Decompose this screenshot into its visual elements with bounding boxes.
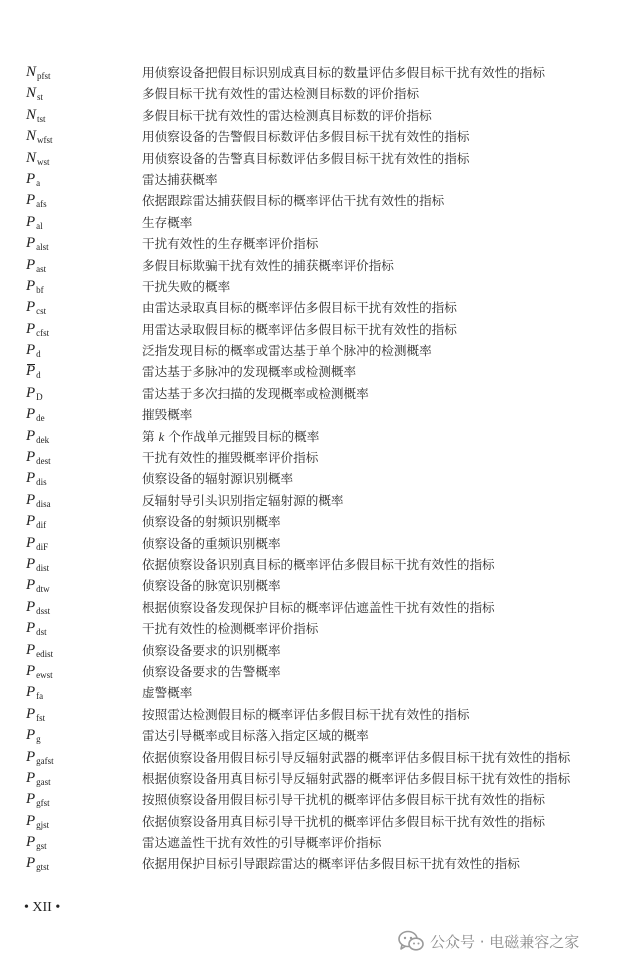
symbol-base: P [26, 363, 36, 380]
symbol-base: P [26, 534, 36, 551]
symbol-base: N [26, 64, 37, 80]
symbol-row [0, 682, 640, 703]
symbol-row [0, 618, 640, 639]
symbol-subscript: d [36, 349, 41, 360]
symbol-base: P [26, 299, 36, 316]
symbol-row [0, 832, 640, 853]
symbol-row [0, 233, 640, 254]
symbol-base: P [26, 213, 36, 230]
symbol-base: P [26, 769, 36, 786]
symbol-description: 由雷达录取真目标的概率评估多假目标干扰有效性的指标 [142, 300, 457, 316]
symbol-base: P [26, 192, 36, 209]
symbol-subscript: gst [36, 841, 47, 852]
symbol-subscript: gast [36, 776, 51, 787]
symbol-description: 侦察设备的重频识别概率 [142, 535, 281, 551]
symbol-row [0, 340, 640, 361]
symbol-subscript: st [37, 92, 44, 103]
symbol-base: P [26, 855, 36, 872]
description-text: 个作战单元摧毁目标的概率 [164, 428, 320, 444]
symbol-row [0, 789, 640, 810]
symbol-description: 侦察设备的脉宽识别概率 [142, 578, 281, 594]
symbol-base: P [26, 170, 36, 187]
symbol-description: 依据侦察设备用真目标引导干扰机的概率评估多假目标干扰有效性的指标 [142, 813, 545, 829]
symbol-row [0, 704, 640, 725]
symbol-description: 多假目标干扰有效性的雷达检测真目标数的评价指标 [142, 107, 432, 123]
symbol-subscript: afs [36, 199, 47, 210]
symbol-row [0, 383, 640, 404]
symbol-subscript: fa [36, 691, 44, 702]
symbol-row [0, 62, 640, 83]
symbol-row [0, 554, 640, 575]
symbol-row [0, 404, 640, 425]
symbol-list [0, 62, 640, 875]
watermark [398, 930, 579, 952]
symbol-base: P [26, 812, 36, 829]
symbol-subscript: dif [36, 520, 47, 531]
symbol-subscript: dist [36, 562, 50, 573]
symbol-row [0, 276, 640, 297]
symbol-subscript: dest [36, 456, 51, 467]
symbol-base: P [26, 555, 36, 572]
symbol-row [0, 190, 640, 211]
symbol-base: P [26, 834, 36, 851]
symbol-base: P [26, 256, 36, 273]
symbol-description: 侦察设备要求的识别概率 [142, 642, 281, 658]
symbol-row [0, 490, 640, 511]
symbol-base: P [26, 641, 36, 658]
symbol-base: N [26, 106, 37, 123]
symbol-base: P [26, 320, 36, 337]
symbol-base: P [26, 662, 36, 679]
symbol-base: P [26, 577, 36, 594]
symbol-row [0, 468, 640, 489]
symbol-description: 多假目标欺骗干扰有效性的捕获概率评价指标 [142, 257, 394, 273]
symbol-base: N [26, 85, 37, 102]
symbol-row [0, 640, 640, 661]
description-variable: k [158, 429, 165, 444]
symbol-description: 雷达捕获概率 [142, 171, 218, 187]
symbol-subscript: fst [36, 712, 46, 723]
symbol-description: 雷达基于多脉冲的发现概率或检测概率 [142, 364, 357, 380]
symbol-subscript: edist [36, 648, 54, 659]
symbol-subscript: tst [37, 113, 46, 124]
symbol-base: P [26, 791, 36, 808]
symbol-row [0, 169, 640, 190]
symbol-description: 根据侦察设备用真目标引导反辐射武器的概率评估多假目标干扰有效性的指标 [142, 770, 571, 786]
symbol-description: 反辐射导引头识别指定辐射源的概率 [142, 492, 344, 508]
symbol-base: P [26, 727, 36, 744]
symbol-base: P [26, 470, 36, 487]
symbol-base: P [26, 406, 36, 423]
symbol-row [0, 447, 640, 468]
symbol-description: 雷达遮盖性干扰有效性的引导概率评价指标 [142, 835, 382, 851]
description-prefix: 第 [142, 428, 159, 444]
symbol-base: P [26, 620, 36, 637]
symbol-subscript: gtst [36, 862, 50, 873]
symbol-subscript: dek [36, 434, 50, 445]
symbol-row [0, 361, 640, 382]
wechat-icon [398, 930, 424, 952]
symbol-row [0, 853, 640, 874]
symbol-base: P [26, 449, 36, 466]
symbol-row [0, 255, 640, 276]
symbol-row [0, 148, 640, 169]
symbol-subscript: al [36, 220, 43, 231]
symbol-description: 依据跟踪雷达捕获假目标的概率评估干扰有效性的指标 [142, 193, 445, 209]
symbol-description: 按照侦察设备用假目标引导干扰机的概率评估多假目标干扰有效性的指标 [142, 792, 545, 808]
symbol-base: P [26, 748, 36, 765]
symbol-description: 用侦察设备的告警真目标数评估多假目标干扰有效性的指标 [142, 150, 470, 166]
symbol-row [0, 768, 640, 789]
symbol-subscript: disa [36, 498, 51, 509]
symbol-subscript: gafst [36, 755, 54, 766]
symbol-subscript: g [36, 734, 41, 745]
symbol-description: 虚警概率 [142, 685, 193, 701]
symbol-base: P [26, 384, 36, 401]
symbol-subscript: wst [37, 156, 50, 167]
symbol-base: P [26, 684, 36, 701]
symbol-subscript: pfst [37, 71, 51, 81]
symbol-row [0, 533, 640, 554]
symbol-base: P [26, 277, 36, 294]
watermark-text: 公众号 · 电磁兼容之家 [430, 932, 580, 951]
symbol-description: 根据侦察设备发现保护目标的概率评估遮盖性干扰有效性的指标 [142, 599, 495, 615]
symbol-subscript: wfst [37, 135, 53, 146]
symbol-subscript: D [36, 391, 43, 402]
symbol-description: 用雷达录取假目标的概率评估多假目标干扰有效性的指标 [142, 321, 457, 337]
symbol-subscript: gjst [36, 819, 50, 830]
symbol-base: N [26, 149, 37, 166]
symbol-row [0, 511, 640, 532]
symbol-row [0, 126, 640, 147]
symbol-base: P [26, 491, 36, 508]
symbol-description: 侦察设备的射频识别概率 [142, 514, 281, 530]
symbol-row [0, 811, 640, 832]
symbol-row [0, 725, 640, 746]
symbol-row [0, 212, 640, 233]
symbol-row [0, 319, 640, 340]
symbol-row [0, 747, 640, 768]
symbol-base: P [26, 513, 36, 530]
symbol-subscript: diF [36, 541, 49, 552]
symbol-base: P [26, 235, 36, 252]
symbol-description: 干扰有效性的生存概率评价指标 [142, 236, 319, 252]
symbol-description: 侦察设备的辐射源识别概率 [142, 471, 294, 487]
symbol-subscript: a [36, 177, 41, 188]
symbol-description: 用侦察设备把假目标识别成真目标的数量评估多假目标干扰有效性的指标 [142, 65, 545, 80]
symbol-row [0, 83, 640, 104]
symbol-subscript: de [36, 413, 45, 424]
symbol-description: 干扰失败的概率 [142, 278, 231, 294]
symbol-row [0, 105, 640, 126]
symbol-base: P [26, 427, 36, 444]
symbol-row [0, 661, 640, 682]
symbol-description [142, 426, 319, 448]
symbol-row [0, 426, 640, 447]
symbol-description: 生存概率 [142, 214, 193, 230]
symbol-subscript: dst [36, 627, 47, 638]
symbol-description: 雷达基于多次扫描的发现概率或检测概率 [142, 385, 369, 401]
symbol-subscript: dsst [36, 605, 51, 616]
symbol-row [0, 297, 640, 318]
page-number: • XII • [24, 900, 61, 915]
symbol-base: P [26, 342, 36, 359]
symbol-description: 用侦察设备的告警假目标数评估多假目标干扰有效性的指标 [142, 129, 470, 145]
symbol-description: 雷达引导概率或目标落入指定区域的概率 [142, 728, 369, 744]
symbol-description: 按照雷达检测假目标的概率评估多假目标干扰有效性的指标 [142, 706, 470, 722]
symbol-base: P [26, 598, 36, 615]
symbol [26, 853, 49, 878]
symbol-description: 依据用保护目标引导跟踪雷达的概率评估多假目标干扰有效性的指标 [142, 856, 520, 872]
symbol-subscript: ast [36, 263, 47, 274]
symbol-subscript: cfst [36, 327, 50, 338]
symbol-subscript: d [36, 370, 41, 381]
symbol-subscript: dis [36, 477, 47, 488]
symbol-row [0, 575, 640, 596]
symbol-row [0, 597, 640, 618]
symbol-subscript: bf [36, 284, 44, 295]
symbol-subscript: ewst [36, 669, 53, 680]
symbol-description: 依据侦察设备用假目标引导反辐射武器的概率评估多假目标干扰有效性的指标 [142, 749, 571, 765]
symbol-subscript: alst [36, 242, 49, 253]
symbol-subscript: gfst [36, 798, 50, 809]
symbol-description: 泛指发现目标的概率或雷达基于单个脉冲的检测概率 [142, 343, 432, 359]
symbol-description: 侦察设备要求的告警概率 [142, 663, 281, 679]
symbol-description: 干扰有效性的检测概率评价指标 [142, 621, 319, 637]
symbol-base: N [26, 128, 37, 145]
symbol-description: 干扰有效性的摧毁概率评价指标 [142, 450, 319, 466]
symbol-description: 多假目标干扰有效性的雷达检测目标数的评价指标 [142, 86, 420, 102]
symbol-subscript: dtw [36, 584, 50, 595]
symbol-description: 依据侦察设备识别真目标的概率评估多假目标干扰有效性的指标 [142, 556, 495, 572]
symbol-subscript: cst [36, 306, 47, 317]
symbol-base: P [26, 705, 36, 722]
symbol-description: 摧毁概率 [142, 407, 193, 423]
